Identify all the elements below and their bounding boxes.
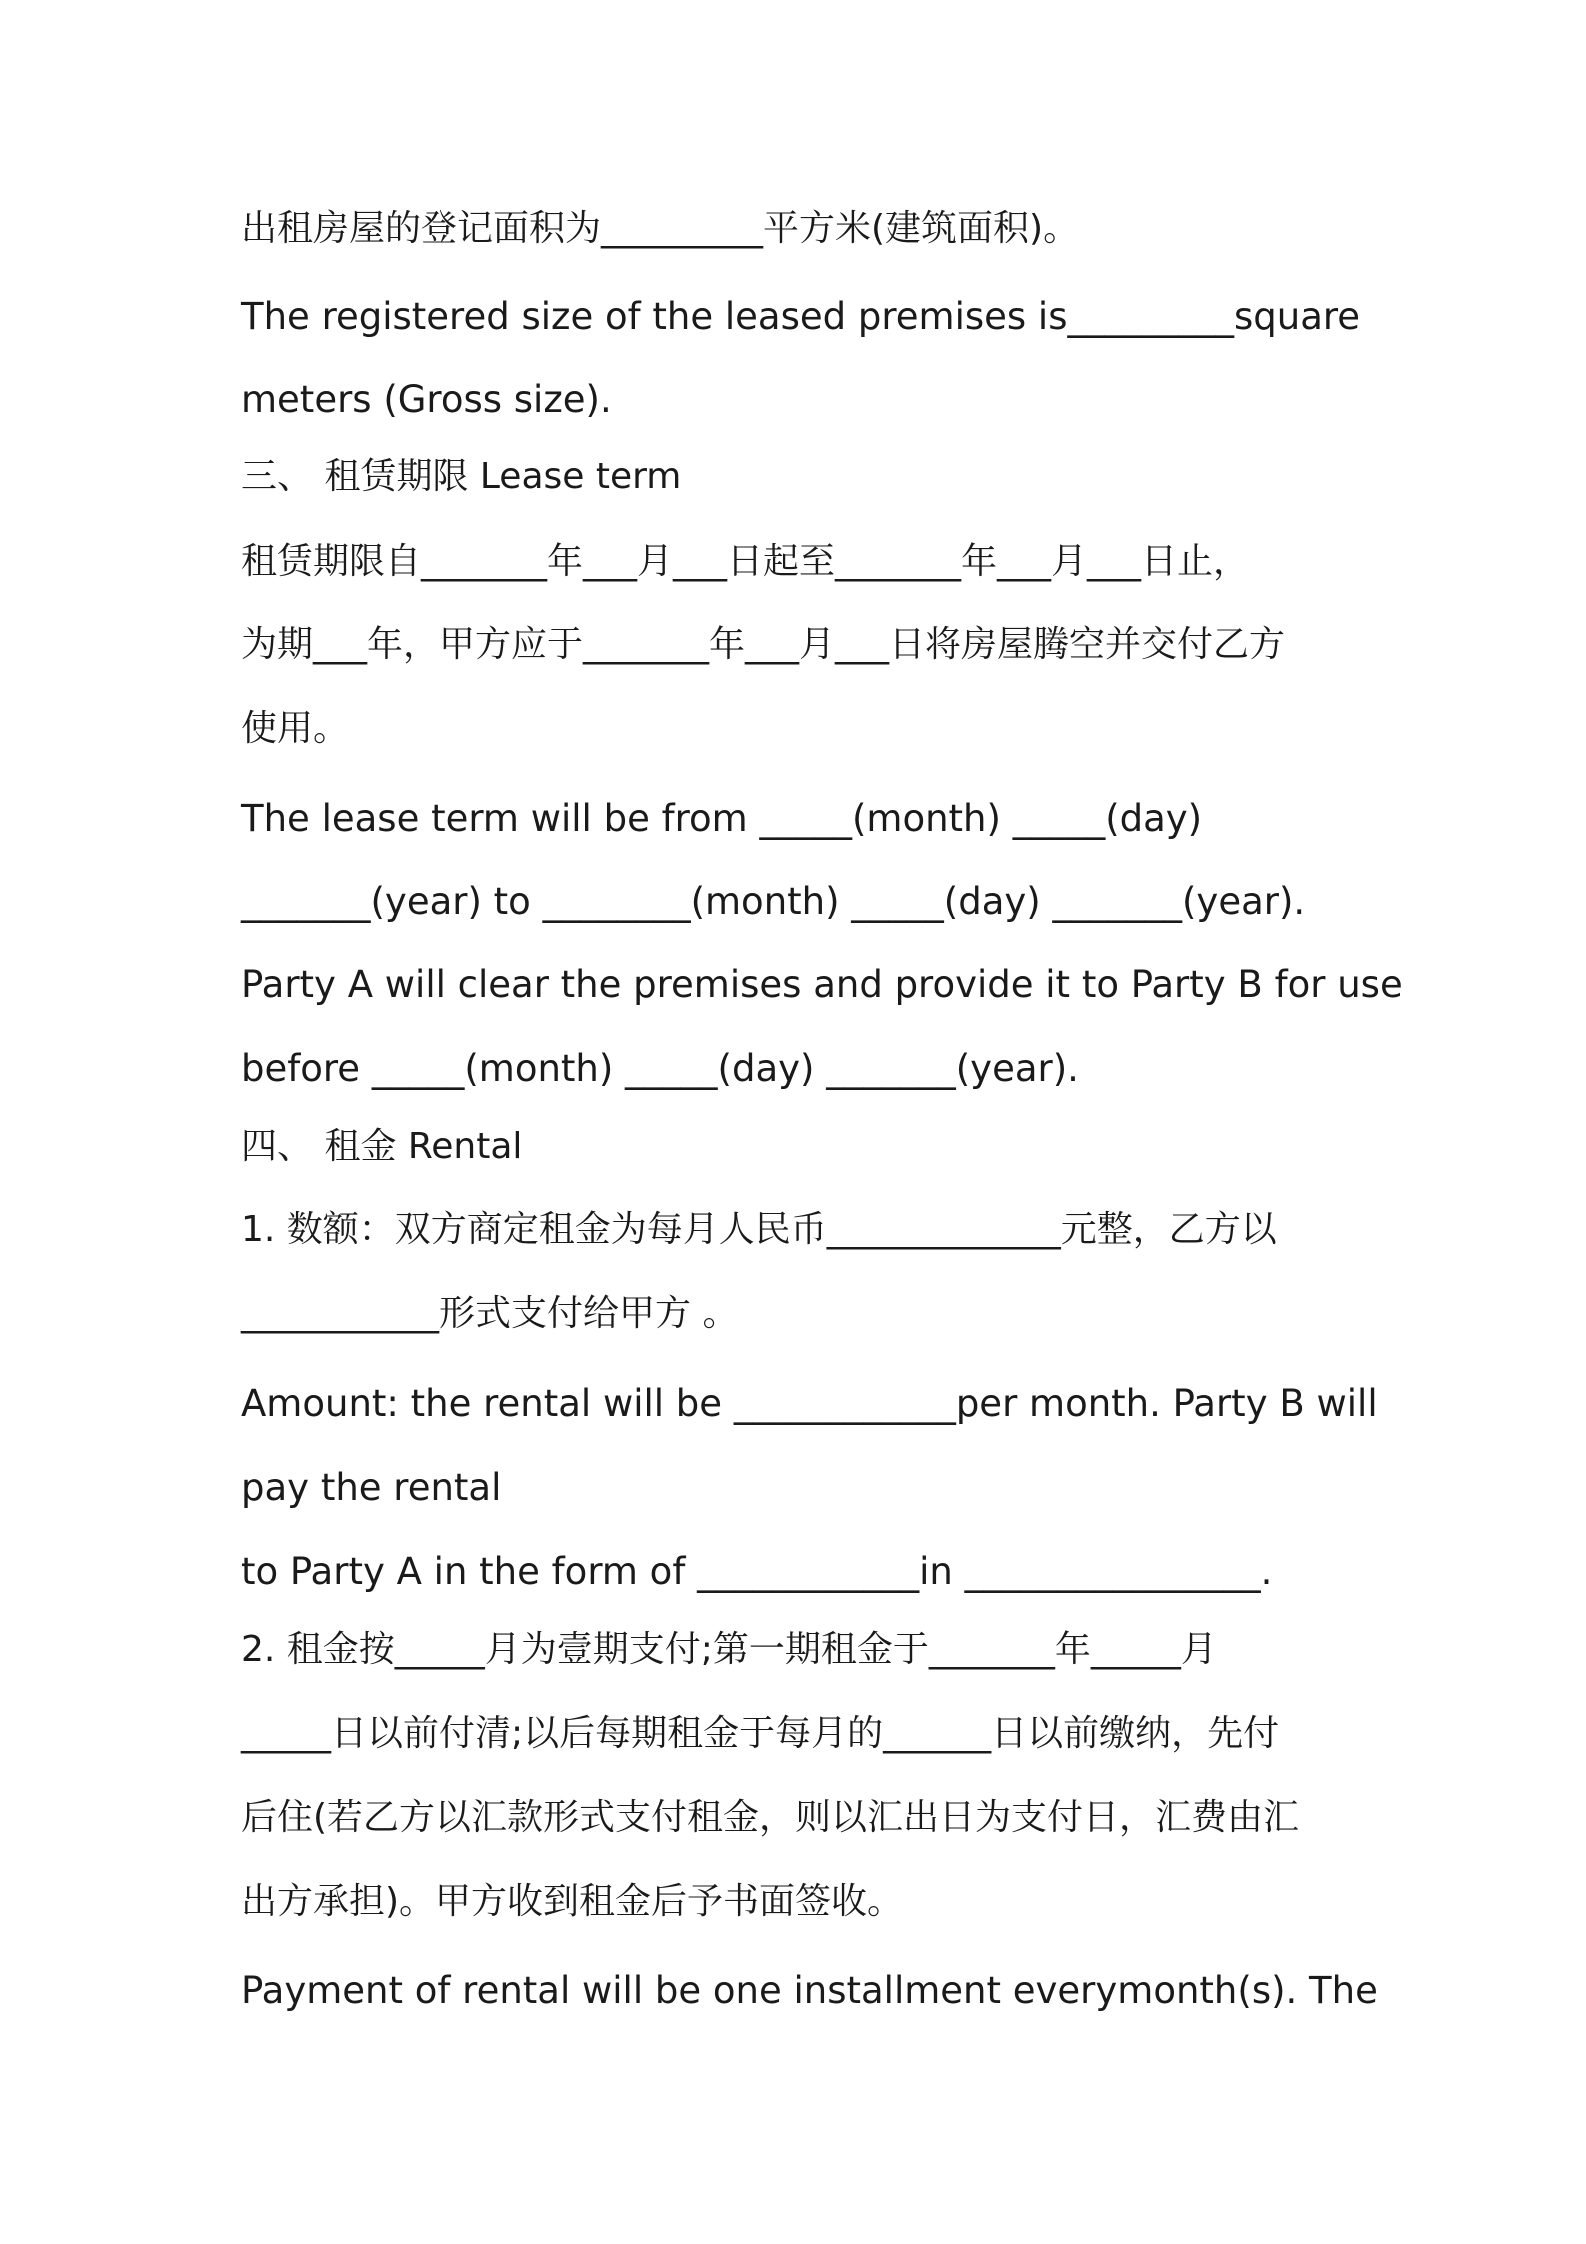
- text-line-lease-term-en-4: before _____(month) _____(day) _______(year).: [241, 1047, 1079, 1090]
- text-line-lease-term-zh-1: 租赁期限自_______年___月___日起至_______年___月___日止，: [241, 541, 1250, 582]
- text-line-lease-term-zh-2: 为期___年，甲方应于_______年___月___日将房屋腾空并交付乙方: [241, 624, 1286, 665]
- text-line-payment-schedule-zh-3: 后住(若乙方以汇款形式支付租金，则以汇出日为支付日，汇费由汇: [241, 1797, 1300, 1838]
- text-line-lease-term-en-3: Party A will clear the premises and provide it to Party B for use: [241, 963, 1403, 1006]
- text-line-rental-amount-en-3: to Party A in the form of ____________in ________________.: [241, 1550, 1273, 1593]
- section-heading-rental: 四、 租金 Rental: [241, 1126, 523, 1167]
- text-line-payment-schedule-en-1: Payment of rental will be one installment everymonth(s). The: [241, 1969, 1378, 2012]
- section-heading-lease-term: 三、 租赁期限 Lease term: [241, 456, 682, 497]
- text-line-rental-amount-en-1: Amount: the rental will be ____________per month. Party B will: [241, 1382, 1378, 1425]
- text-line-payment-schedule-zh-2: _____日以前付清;以后每期租金于每月的______日以前缴纳，先付: [241, 1713, 1280, 1754]
- text-line-rental-amount-zh-2: ___________形式支付给甲方 。: [241, 1293, 739, 1334]
- text-line-gross-size: meters (Gross size).: [241, 378, 612, 421]
- text-line-rental-amount-en-2: pay the rental: [241, 1466, 502, 1509]
- text-line-payment-schedule-zh-4: 出方承担)。甲方收到租金后予书面签收。: [241, 1881, 904, 1922]
- text-line-lease-term-en-1: The lease term will be from _____(month) _____(day): [241, 797, 1203, 840]
- text-line-lease-term-zh-3: 使用。: [241, 708, 350, 749]
- text-line-payment-schedule-zh-1: 2. 租金按_____月为壹期支付;第一期租金于_______年_____月: [241, 1629, 1217, 1670]
- text-line-registered-area-en: The registered size of the leased premises is_________square: [241, 295, 1361, 338]
- text-line-lease-term-en-2: _______(year) to ________(month) _____(day) _______(year).: [241, 880, 1306, 923]
- text-line-registered-area-zh: 出租房屋的登记面积为_________平方米(建筑面积)。: [241, 208, 1080, 249]
- text-line-rental-amount-zh-1: 1. 数额：双方商定租金为每月人民币_____________元整，乙方以: [241, 1209, 1277, 1250]
